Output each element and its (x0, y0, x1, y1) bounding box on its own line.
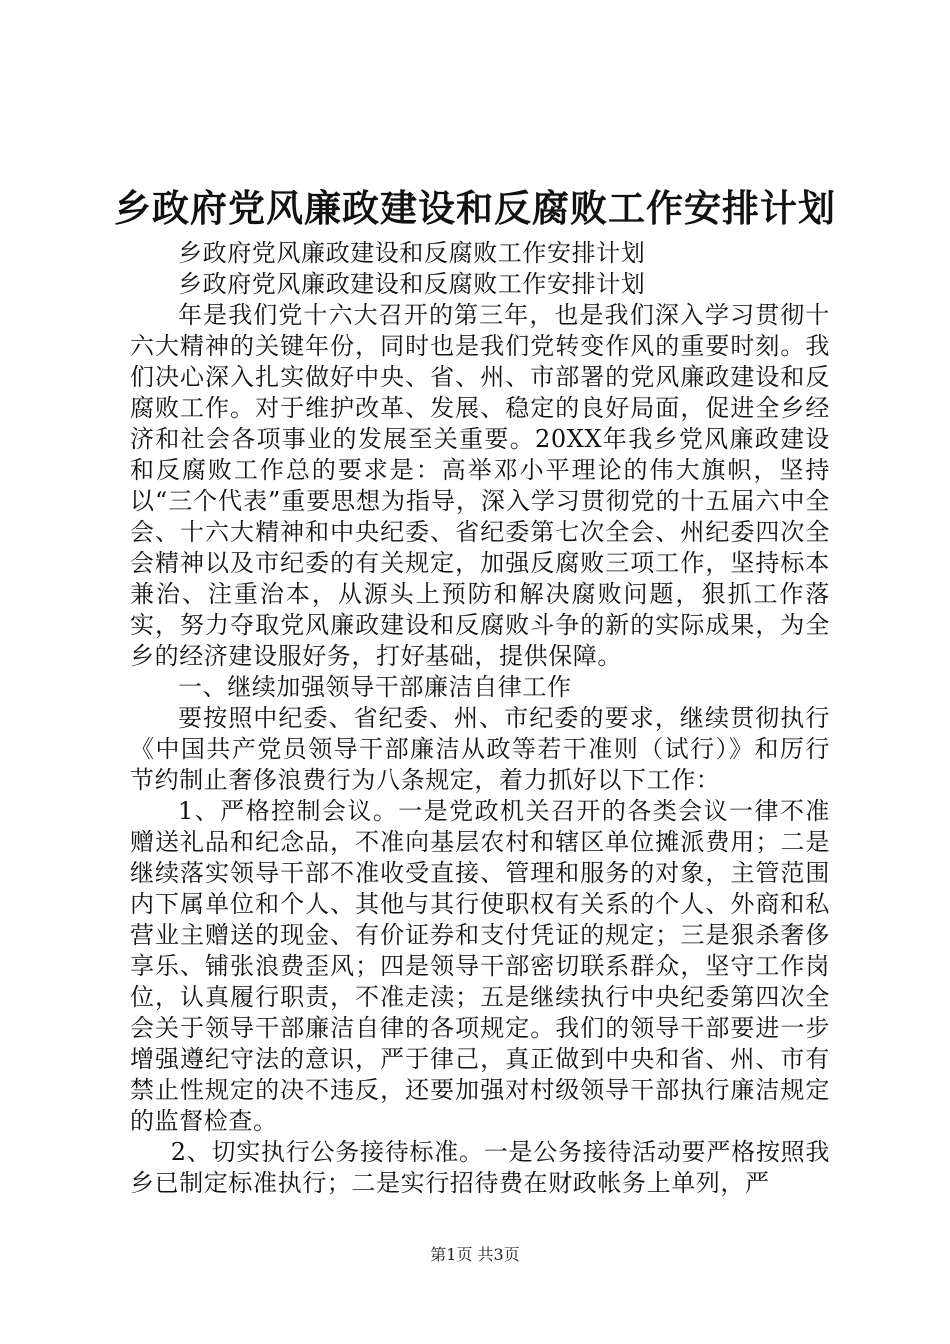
subtitle-line-2: 乡政府党风廉政建设和反腐败工作安排计划 (178, 270, 646, 298)
paragraph-item-2: 2、切实执行公务接待标准。一是公务接待活动要严格按照我乡已制定标准执行；二是实行招待费在财政帐务上单列，严 (130, 1138, 830, 1197)
document-body (130, 238, 830, 1199)
paragraph-section-1: 要按照中纪委、省纪委、州、市纪委的要求，继续贯彻执行《中国共产党员领导干部廉洁从政等若干准则（试行）》和厉行节约制止奢侈浪费行为八条规定，着力抓好以下工作： (130, 704, 830, 794)
paragraph-item-1: 1、严格控制会议。一是党政机关召开的各类会议一律不准赠送礼品和纪念品，不准向基层农村和辖区单位摊派费用；二是继续落实领导干部不准收受直接、管理和服务的对象，主管范围内下属单位和个人、其他与其行使职权有关系的个人、外商和私营业主赠送的现金、有价证券和支付凭证的规定；三是狠杀奢侈享乐、铺张浪费歪风；四是领导干部密切联系群众，坚守工作岗位，认真履行职责，不准走渎；五是继续执行中央纪委第四次全会关于领导干部廉洁自律的各项规定。我们的领导干部要进一步增强遵纪守法的意识，严于律己，真正做到中央和省、州、市有禁止性规定的决不违反，还要加强对村级领导干部执行廉洁规定的监督检查。 (130, 797, 830, 1135)
page-footer: 第1页 共3页 (430, 1245, 520, 1264)
paragraph-intro: 年是我们党十六大召开的第三年，也是我们深入学习贯彻十六大精神的关键年份，同时也是我们党转变作风的重要时刻。我们决心深入扎实做好中央、省、州、市部署的党风廉政建设和反腐败工作。对于维护改革、发展、稳定的良好局面，促进全乡经济和社会各项事业的发展至关重要。20XX年我乡党风廉政建设和反腐败工作总的要求是：高举邓小平理论的伟大旗帜，坚持以“三个代表”重要思想为指导，深入学习贯彻党的十五届六中全会、十六大精神和中央纪委、省纪委第七次全会、州纪委四次全会精神以及市纪委的有关规定，加强反腐败三项工作，坚持标本兼治、注重治本，从源头上预防和解决腐败问题，狠抓工作落实，努力夺取党风廉政建设和反腐败斗争的新的实际成果，为全乡的经济建设服好务，打好基础，提供保障。 (130, 301, 830, 670)
section-heading-1: 一、继续加强领导干部廉洁自律工作 (178, 673, 572, 701)
document-title: 乡政府党风廉政建设和反腐败工作安排计划 (114, 186, 836, 230)
subtitle-line-1: 乡政府党风廉政建设和反腐败工作安排计划 (178, 239, 646, 267)
